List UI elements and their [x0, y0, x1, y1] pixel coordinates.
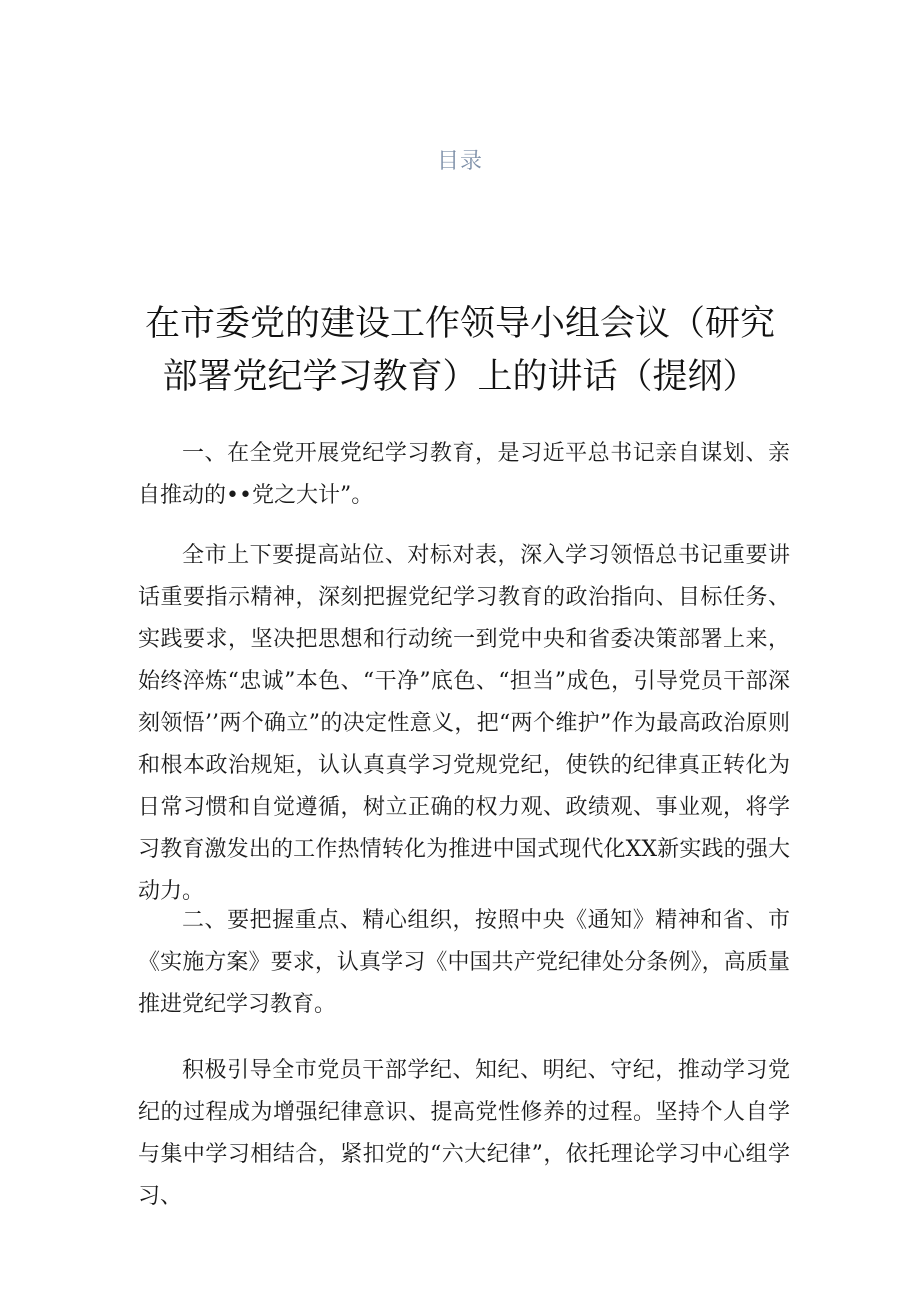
body-paragraph: 一、在全党开展党纪学习教育，是习近平总书记亲自谋划、亲自推动的••党之大计”。 — [138, 441, 790, 508]
paragraph-block-1 — [138, 433, 790, 517]
paragraph-block-4 — [138, 1050, 790, 1218]
toc-heading: 目录 — [436, 149, 483, 174]
body-paragraph: 二、要把握重点、精心组织，按照中央《通知》精神和省、市《实施方案》要求，认真学习《中国共产党纪律处分条例》，高质量推进党纪学习教育。 — [138, 908, 790, 1017]
document-title — [138, 298, 782, 404]
document-title-line-1: 在市委党的建设工作领导小组会议（研究 — [144, 304, 775, 344]
document-title-line-2: 部署党纪学习教育）上的讲话（提纲） — [162, 357, 758, 397]
body-paragraph: 全市上下要提高站位、对标对表，深入学习领悟总书记重要讲话重要指示精神，深刻把握党纪学习教育的政治指向、目标任务、实践要求，坚决把思想和行动统一到党中央和省委决策部署上来，始终淬炼“忠诚”本色、“干净”底色、“担当”成色，引导党员干部深刻领悟’’两个确立”的决定性意义，把“两个维护”作为最高政治原则和根本政治规矩，认认真真学习党规党纪，使铁的纪律真正转化为日常习惯和自觉遵循，树立正确的权力观、政绩观、事业观，将学习教育激发出的工作热情转化为推进中国式现代化XX新实践的强大动力。 — [138, 543, 790, 904]
paragraph-block-2 — [138, 535, 790, 913]
body-paragraph: 积极引导全市党员干部学纪、知纪、明纪、守纪，推动学习党纪的过程成为增强纪律意识、提高党性修养的过程。坚持个人自学与集中学习相结合，紧扣党的“六大纪律”，依托理论学习中心组学习、 — [138, 1058, 790, 1209]
paragraph-block-3 — [138, 900, 790, 1026]
